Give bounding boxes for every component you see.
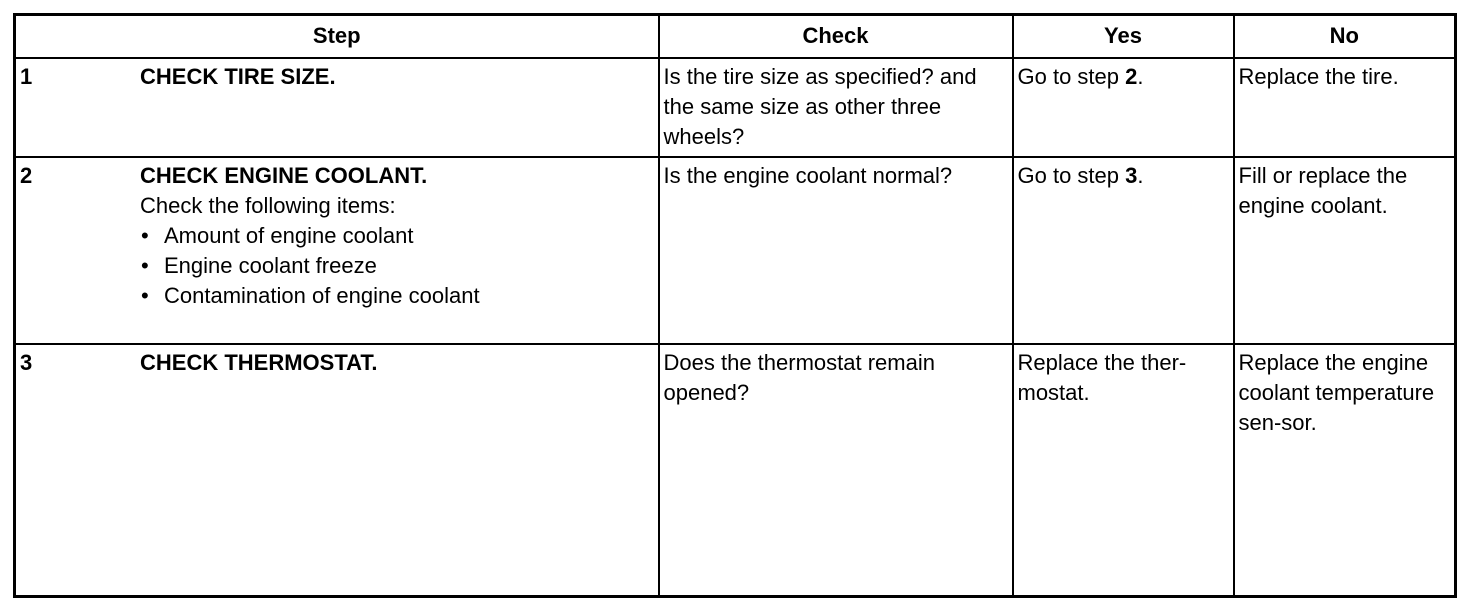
yes-suffix: .	[1137, 163, 1144, 188]
bullet-icon: •	[141, 283, 149, 308]
step-cell	[15, 344, 659, 597]
header-step: Step	[15, 15, 659, 59]
check-cell: Does the thermostat remain opened?	[659, 344, 1013, 597]
diagnostic-table	[13, 13, 1457, 598]
no-cell: Replace the engine coolant temperature sen-sor.	[1234, 344, 1456, 597]
yes-cell: Replace the ther-mostat.	[1013, 344, 1234, 597]
step-title: CHECK TIRE SIZE.	[140, 64, 336, 89]
yes-suffix: .	[1137, 64, 1144, 89]
table-row	[15, 58, 1456, 157]
step-cell	[15, 58, 659, 157]
step-title: CHECK THERMOSTAT.	[140, 350, 378, 375]
yes-text: Go to step	[1017, 64, 1126, 89]
step-cell	[15, 157, 659, 344]
no-cell: Fill or replace the engine coolant.	[1234, 157, 1456, 344]
step-number: 2	[20, 163, 33, 188]
bullet-icon: •	[141, 223, 149, 248]
yes-step-link: 3	[1125, 163, 1138, 188]
yes-step-link: 2	[1125, 64, 1138, 89]
check-items-list	[140, 221, 654, 311]
table-row	[15, 157, 1456, 344]
yes-text: Go to step	[1017, 163, 1126, 188]
bullet-icon: •	[141, 253, 149, 278]
list-item: • Contamination of engine coolant	[140, 281, 654, 311]
header-row	[15, 15, 1456, 59]
step-intro: Check the following items:	[140, 193, 396, 218]
list-item: • Amount of engine coolant	[140, 221, 654, 251]
header-check: Check	[659, 15, 1013, 59]
list-item: • Engine coolant freeze	[140, 251, 654, 281]
yes-cell	[1013, 58, 1234, 157]
step-title: CHECK ENGINE COOLANT.	[140, 163, 428, 188]
no-cell: Replace the tire.	[1234, 58, 1456, 157]
header-yes: Yes	[1013, 15, 1234, 59]
yes-cell	[1013, 157, 1234, 344]
check-cell: Is the tire size as specified? and the same size as other three wheels?	[659, 58, 1013, 157]
header-no: No	[1234, 15, 1456, 59]
step-number: 1	[20, 64, 33, 89]
table-row	[15, 344, 1456, 597]
check-cell: Is the engine coolant normal?	[659, 157, 1013, 344]
step-number: 3	[20, 350, 33, 375]
